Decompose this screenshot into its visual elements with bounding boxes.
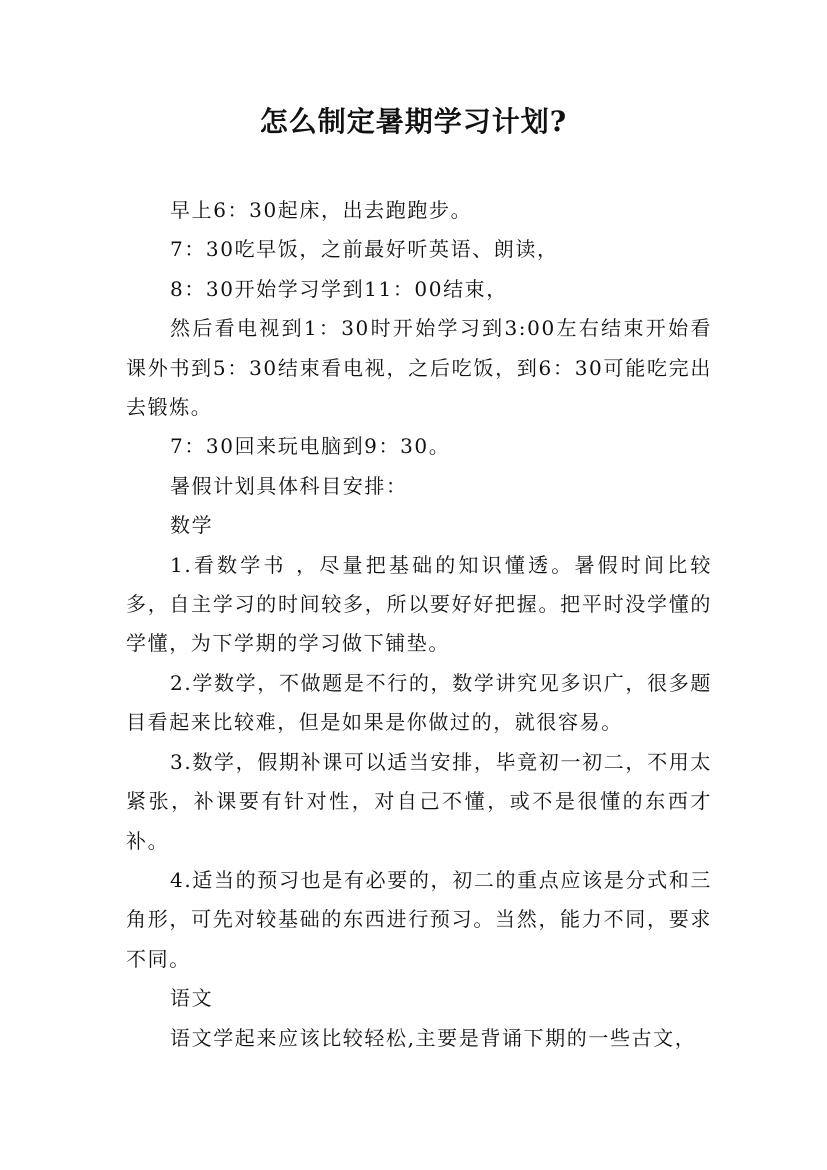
paragraph-math-4: 4.适当的预习也是有必要的，初二的重点应该是分式和三角形，可先对较基础的东西进行预习。当然，能力不同，要求不同。	[126, 867, 712, 971]
paragraph-math-1: 1.看数学书 ，尽量把基础的知识懂透。暑假时间比较多，自主学习的时间较多，所以要好好把握。把平时没学懂的学懂，为下学期的学习做下铺垫。	[126, 552, 712, 656]
paragraph-math-3: 3.数学，假期补课可以适当安排，毕竟初一初二，不用太紧张，补课要有针对性，对自己不懂，或不是很懂的东西才补。	[126, 749, 712, 853]
paragraph-math-2: 2.学数学，不做题是不行的，数学讲究见多识广，很多题目看起来比较难，但是如果是你做过的，就很容易。	[126, 670, 712, 735]
document-title: 怎么制定暑期学习计划?	[259, 105, 568, 138]
paragraph-chinese-1: 语文学起来应该比较轻松,主要是背诵下期的一些古文，	[170, 1025, 697, 1050]
paragraph-breakfast: 7：30吃早饭，之前最好听英语、朗读，	[170, 237, 559, 262]
heading-math: 数学	[170, 513, 214, 538]
paragraph-evening: 7：30回来玩电脑到9：30。	[170, 434, 451, 459]
heading-chinese: 语文	[170, 986, 214, 1011]
paragraph-afternoon: 然后看电视到1：30时开始学习到3:00左右结束开始看课外书到5：30结束看电视，之后吃饭，到6：30可能吃完出去锻炼。	[126, 316, 712, 420]
document-body	[126, 191, 712, 1058]
paragraph-wake-up: 早上6：30起床，出去跑跑步。	[170, 198, 473, 222]
paragraph-morning-study: 8：30开始学习学到11：00结束，	[170, 276, 508, 301]
paragraph-subject-plan: 暑假计划具体科目安排：	[170, 473, 408, 498]
